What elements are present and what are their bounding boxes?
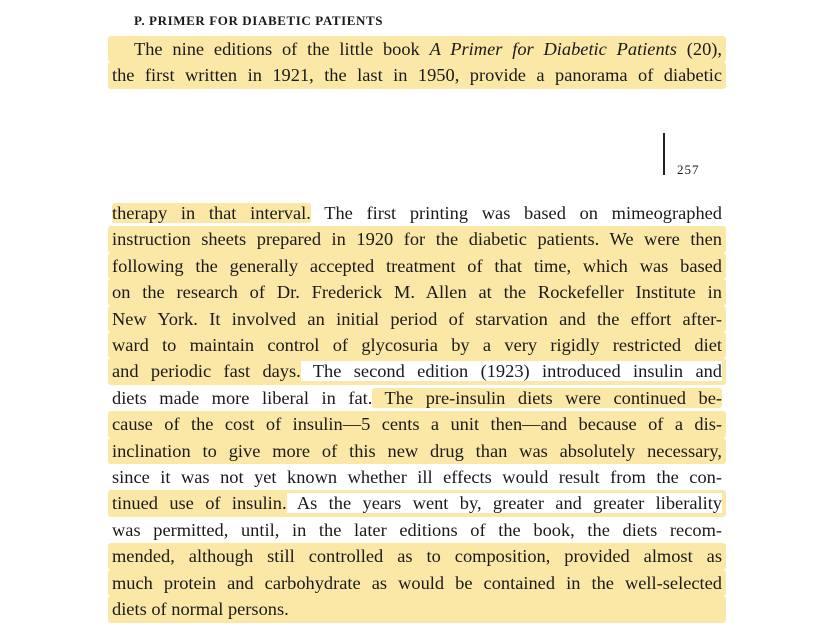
section-heading: P. PRIMER FOR DIABETIC PATIENTS xyxy=(134,13,384,28)
text-run: much protein and carbohydrate as would be contained in the well-selected xyxy=(112,572,722,593)
text-line xyxy=(108,358,726,384)
paragraph-body xyxy=(112,200,722,623)
text-line xyxy=(112,385,722,411)
text-line xyxy=(108,411,726,437)
text-run: therapy in that interval. xyxy=(112,203,311,223)
text-run: New York. It involved an initial period of starvation and the effort after- xyxy=(112,308,722,329)
text-run: diets of normal persons. xyxy=(112,599,289,620)
text-line xyxy=(108,36,726,62)
text-line xyxy=(112,517,722,543)
text-line xyxy=(108,279,726,305)
text-run: instruction sheets prepared in 1920 for the diabetic patients. We were then xyxy=(112,229,722,250)
text-run: inclination to give more of this new drug than was absolutely necessary, xyxy=(112,440,722,461)
text-run: diets made more liberal in fat. xyxy=(112,387,373,408)
text-run: and periodic fast days. xyxy=(112,361,301,382)
text-run: tinued use of insulin. xyxy=(112,493,287,514)
page-number: 257 xyxy=(677,162,700,177)
text-run: The first printing was based on mimeographed xyxy=(310,203,722,223)
text-line xyxy=(108,543,726,569)
text-line xyxy=(108,62,726,88)
paragraph-intro xyxy=(112,36,722,89)
text-run: following the generally accepted treatment of that time, which was based xyxy=(112,255,722,276)
text-line xyxy=(108,306,726,332)
text-line xyxy=(108,226,726,252)
text-run: ward to maintain control of glycosuria by a very rigidly restricted diet xyxy=(112,335,722,356)
text-run: on the research of Dr. Frederick M. Allen at the Rockefeller Institute in xyxy=(112,282,722,303)
text-run: (20), xyxy=(676,39,723,59)
text-run: cause of the cost of insulin—5 cents a unit then—and because of a dis- xyxy=(112,414,722,435)
text-run: The pre-insulin diets were continued be- xyxy=(372,387,723,408)
text-line xyxy=(112,464,722,490)
page-rule xyxy=(663,133,665,175)
text-line xyxy=(108,438,726,464)
text-run: As the years went by, greater and greater liberality xyxy=(286,493,723,514)
book-title: A Primer for Diabetic Patients xyxy=(429,39,677,59)
text-line xyxy=(108,570,726,596)
text-run: The second edition (1923) introduced insulin and xyxy=(300,361,723,382)
text-run: the first written in 1921, the last in 1950, provide a panorama of diabetic xyxy=(112,65,722,86)
text-run: was permitted, until, in the later editions of the book, the diets recom- xyxy=(112,519,722,540)
text-run: The nine editions of the little book xyxy=(134,39,430,59)
text-run: mended, although still controlled as to composition, provided almost as xyxy=(112,546,722,567)
page-marker xyxy=(660,133,702,179)
text-line xyxy=(108,332,726,358)
text-run: since it was not yet known whether ill effects would result from the con- xyxy=(112,467,722,488)
text-line xyxy=(108,596,726,622)
text-line xyxy=(108,253,726,279)
text-line xyxy=(108,490,726,516)
text-line xyxy=(112,200,722,226)
